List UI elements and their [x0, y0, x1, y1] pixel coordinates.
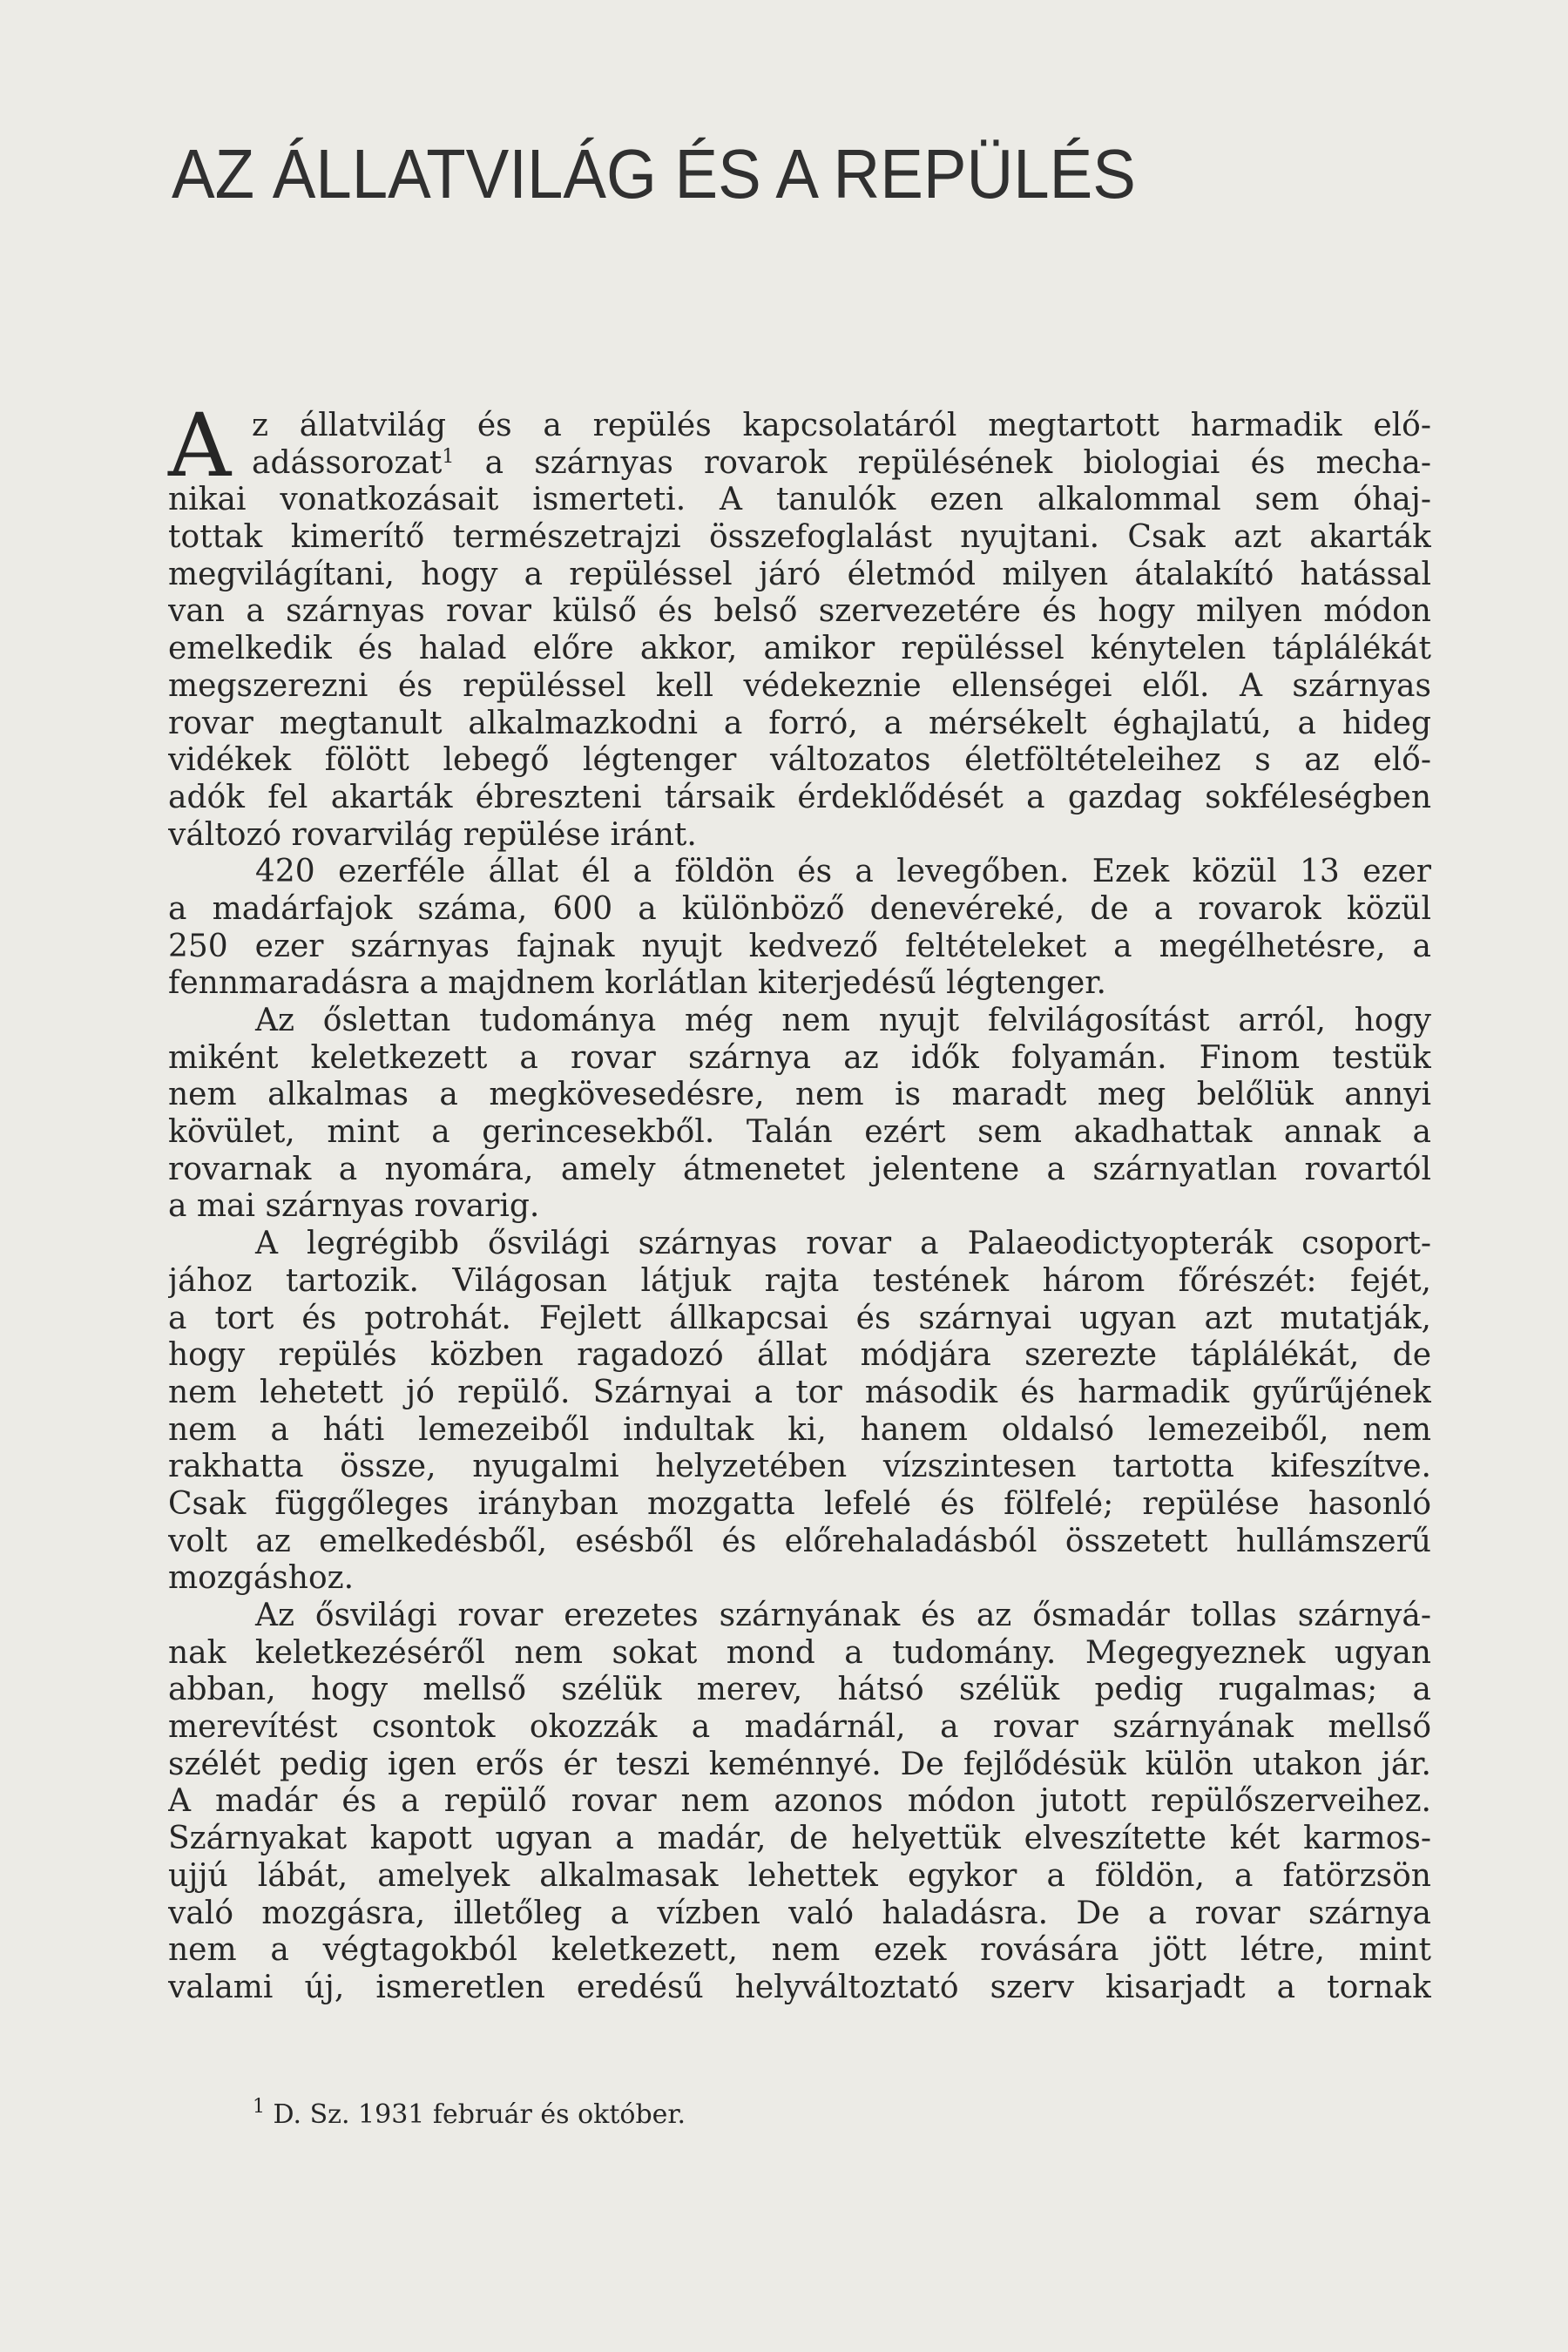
text-line: változó rovarvilág repülése iránt.	[168, 816, 697, 853]
page-title: AZ ÁLLATVILÁG ÉS A REPÜLÉS	[172, 135, 1136, 213]
text-line: volt az emelkedésből, esésből és előrehaladásból összetett hullámszerű	[168, 1523, 1431, 1559]
text-line: megszerezni és repüléssel kell védekeznie ellenségei elől. A szárnyas	[168, 667, 1431, 704]
text-line: nikai vonatkozásait ismerteti. A tanulók ezen alkalommal sem óhaj-	[168, 482, 1431, 518]
text-line	[168, 445, 1431, 483]
text-line: rakhatta össze, nyugalmi helyzetében vízszintesen tartotta kifeszítve.	[168, 1449, 1431, 1485]
text-line: fennmaradásra a majdnem korlátlan kiterjedésű légtenger.	[168, 965, 1106, 1002]
text-line: 250 ezer szárnyas fajnak nyujt kedvező feltételeket a megélhetésre, a	[168, 928, 1431, 964]
text-line: szélét pedig igen erős ér teszi keménnyé. De fejlődésük külön utakon jár.	[168, 1746, 1431, 1782]
text-line: a tort és potrohát. Fejlett állkapcsai és szárnyai ugyan azt mutatják,	[168, 1300, 1431, 1336]
text-line: való mozgásra, illetőleg a vízben való haladásra. De a rovar szárnya	[168, 1895, 1431, 1931]
text-line: nem alkalmas a megkövesedésre, nem is maradt meg belőlük annyi	[168, 1077, 1431, 1113]
text-line: Az ősvilági rovar erezetes szárnyának és az ősmadár tollas szárnyá-	[255, 1598, 1431, 1633]
text-line: rovarnak a nyomára, amely átmenetet jelentene a szárnyatlan rovartól	[168, 1151, 1431, 1187]
text-line: van a szárnyas rovar külső és belső szervezetére és hogy milyen módon	[168, 593, 1431, 630]
text-line: kövület, mint a gerincesekből. Talán ezért sem akadhattak annak a	[168, 1114, 1431, 1151]
text-line: merevítést csontok okozzák a madárnál, a rovar szárnyának mellső	[168, 1709, 1431, 1746]
footnote	[253, 2096, 686, 2130]
text-line: 420 ezerféle állat él a földön és a levegőben. Ezek közül 13 ezer	[255, 854, 1431, 890]
text-line: jához tartozik. Világosan látjuk rajta testének három főrészét: fejét,	[168, 1262, 1431, 1299]
text-line: a mai szárnyas rovarig.	[168, 1188, 540, 1225]
text-line: A madár és a repülő rovar nem azonos módon jutott repülőszerveihez.	[168, 1783, 1431, 1820]
text-line: Szárnyakat kapott ugyan a madár, de helyettük elveszítette két karmos-	[168, 1821, 1431, 1857]
text-line: hogy repülés közben ragadozó állat módjára szerezte táplálékát, de	[168, 1337, 1431, 1374]
footnote-marker: 1	[253, 2096, 265, 2118]
footnote-text: D. Sz. 1931 február és október.	[273, 2099, 686, 2130]
footnote-reference: 1	[442, 445, 455, 468]
text-line: miként keletkezett a rovar szárnya az idők folyamán. Finom testük	[168, 1039, 1431, 1076]
text-line: megvilágítani, hogy a repüléssel járó életmód milyen átalakító hatással	[168, 556, 1431, 592]
text-line: abban, hogy mellső szélük merev, hátsó szélük pedig rugalmas; a	[168, 1672, 1431, 1708]
text-line: a madárfajok száma, 600 a különböző denevéreké, de a rovarok közül	[168, 890, 1431, 927]
text-line: nak keletkezéséről nem sokat mond a tudomány. Megegyeznek ugyan	[168, 1634, 1431, 1671]
text-line: Csak függőleges irányban mozgatta lefelé és fölfelé; repülése hasonló	[168, 1485, 1431, 1522]
text-line: emelkedik és halad előre akkor, amikor repüléssel kénytelen táplálékát	[168, 631, 1431, 667]
text-line: vidékek fölött lebegő légtenger változatos életföltételeihez s az elő-	[168, 742, 1431, 779]
text-line: valami új, ismeretlen eredésű helyváltoztató szerv kisarjadt a tornak	[168, 1969, 1431, 2005]
text-line: adók fel akarták ébreszteni társaik érdeklődését a gazdag sokféleségben	[168, 779, 1431, 815]
text-line: A legrégibb ősvilági szárnyas rovar a Palaeodictyopterák csoport-	[255, 1226, 1431, 1262]
text-line: nem lehetett jó repülő. Szárnyai a tor második és harmadik gyűrűjének	[168, 1374, 1431, 1410]
text-line: nem a háti lemezeiből indultak ki, hanem oldalsó lemezeiből, nem	[168, 1411, 1431, 1448]
drop-cap: A	[168, 395, 232, 497]
text-line: nem a végtagokból keletkezett, nem ezek rovására jött létre, mint	[168, 1932, 1431, 1969]
text-line: ujjú lábát, amelyek alkalmasak lehettek egykor a földön, a fatörzsön	[168, 1857, 1431, 1894]
text-line: tottak kimerítő természetrajzi összefoglalást nyujtani. Csak azt akarták	[168, 519, 1431, 556]
article-body	[168, 395, 1431, 2007]
text-line: Az őslettan tudománya még nem nyujt felvilágosítást arról, hogy	[255, 1003, 1431, 1038]
text-line: rovar megtanult alkalmazkodni a forró, a mérsékelt éghajlatú, a hideg	[168, 705, 1431, 741]
text-line: z állatvilág és a repülés kapcsolatáról megtartott harmadik elő-	[252, 408, 1431, 443]
text-segment: a szárnyas rovarok repülésének biologiai és mecha-	[454, 444, 1431, 481]
text-segment: adássorozat	[252, 444, 443, 481]
text-line: mozgáshoz.	[168, 1560, 355, 1597]
